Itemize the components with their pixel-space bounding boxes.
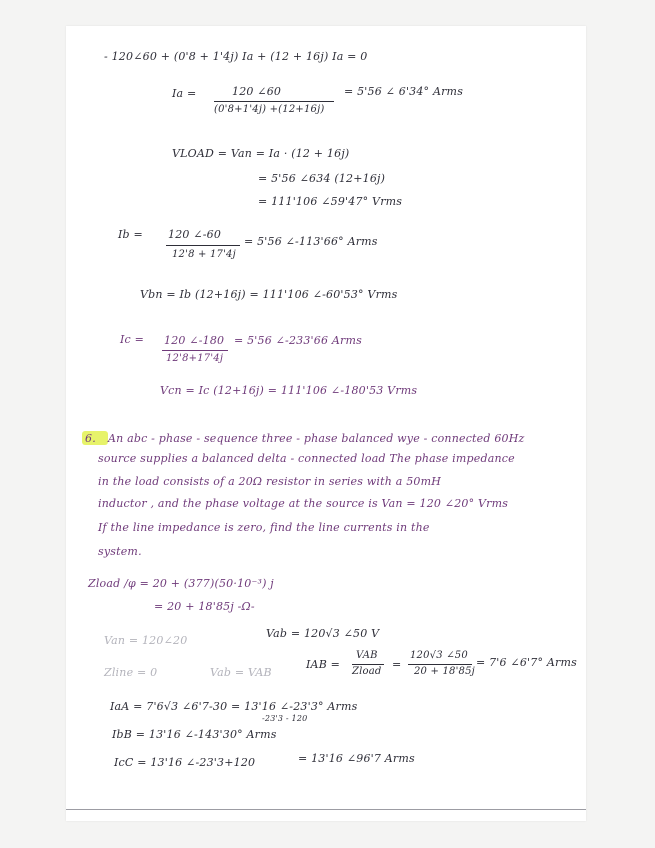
iab-fraction-bar-2 <box>408 664 472 665</box>
ib-fraction-bar <box>166 245 240 246</box>
vload-line-2: = 5'56 ∠634 (12+16j) <box>258 172 386 185</box>
ic-numerator: 120 ∠-180 <box>164 334 225 347</box>
van-given: Van = 120∠20 <box>104 634 188 647</box>
vab-equals-VAB: Vab = VAB <box>210 666 272 679</box>
vab-given: Vab = 120√3 ∠50 V <box>266 627 380 640</box>
page-bottom-rule <box>66 809 586 810</box>
iab-equals: = <box>392 658 402 671</box>
problem-line-1: An abc - phase - sequence three - phase balanced wye - connected 60Hz <box>108 432 525 445</box>
zload-line-1: Zload /φ = 20 + (377)(50·10⁻³) j <box>88 577 274 590</box>
iab-label: IAB = <box>306 658 341 671</box>
ib-result: = 5'56 ∠-113'66° Arms <box>244 235 378 248</box>
ibb-equation: IbB = 13'16 ∠-143'30° Arms <box>112 728 277 741</box>
iab-denominator: Zload <box>352 666 382 677</box>
ia-label: Ia = <box>172 87 197 100</box>
iab-fraction-bar <box>352 664 384 665</box>
ib-numerator: 120 ∠-60 <box>168 228 222 241</box>
vbn-equation: Vbn = Ib (12+16j) = 111'106 ∠-60'53° Vrms <box>140 288 398 301</box>
vload-line-1: VLOAD = Van = Ia · (12 + 16j) <box>172 147 350 160</box>
iab-numerator-2: 120√3 ∠50 <box>410 650 468 661</box>
problem-line-4: inductor , and the phase voltage at the source is Van = 120 ∠20° Vrms <box>98 497 509 510</box>
iab-numerator: VAB <box>356 650 378 661</box>
vcn-equation: Vcn = Ic (12+16j) = 111'106 ∠-180'53 Vrms <box>160 384 418 397</box>
iaa-equation: IaA = 7'6√3 ∠6'7-30 = 13'16 ∠-23'3° Arms <box>110 700 358 713</box>
icc-equation-right: = 13'16 ∠96'7 Arms <box>298 752 415 765</box>
ib-denominator: 12'8 + 17'4j <box>172 249 236 260</box>
ic-result: = 5'56 ∠-233'66 Arms <box>234 334 362 347</box>
iab-result: = 7'6 ∠6'7° Arms <box>476 656 577 669</box>
problem-line-5: If the line impedance is zero, find the line currents in the <box>98 521 430 534</box>
ia-result: = 5'56 ∠ 6'34° Arms <box>344 85 464 98</box>
zload-line-2: = 20 + 18'85j -Ω- <box>154 600 255 613</box>
ic-fraction-bar <box>162 350 228 351</box>
iab-denominator-2: 20 + 18'85j <box>414 666 475 677</box>
problem-line-3: in the load consists of a 20Ω resistor in series with a 50mH <box>98 475 442 488</box>
mesh-equation: - 120∠60 + (0'8 + 1'4j) Ia + (12 + 16j) Ia = 0 <box>104 50 368 63</box>
icc-equation-left: IcC = 13'16 ∠-23'3+120 <box>114 756 256 769</box>
ic-label: Ic = <box>120 333 145 346</box>
ic-denominator: 12'8+17'4j <box>166 353 224 364</box>
problem-line-2: source supplies a balanced delta - connected load The phase impedance <box>98 452 515 465</box>
problem-number: 6. <box>85 432 96 445</box>
zline-given: Zline = 0 <box>104 666 158 679</box>
ia-numerator: 120 ∠60 <box>232 85 282 98</box>
ib-label: Ib = <box>118 228 143 241</box>
ia-fraction-bar <box>214 101 334 102</box>
vload-line-3: = 111'106 ∠59'47° Vrms <box>258 195 403 208</box>
problem-line-6: system. <box>98 545 142 558</box>
ia-denominator: (0'8+1'4j) +(12+16j) <box>214 104 325 115</box>
iaa-note: -23'3 - 120 <box>262 714 308 723</box>
